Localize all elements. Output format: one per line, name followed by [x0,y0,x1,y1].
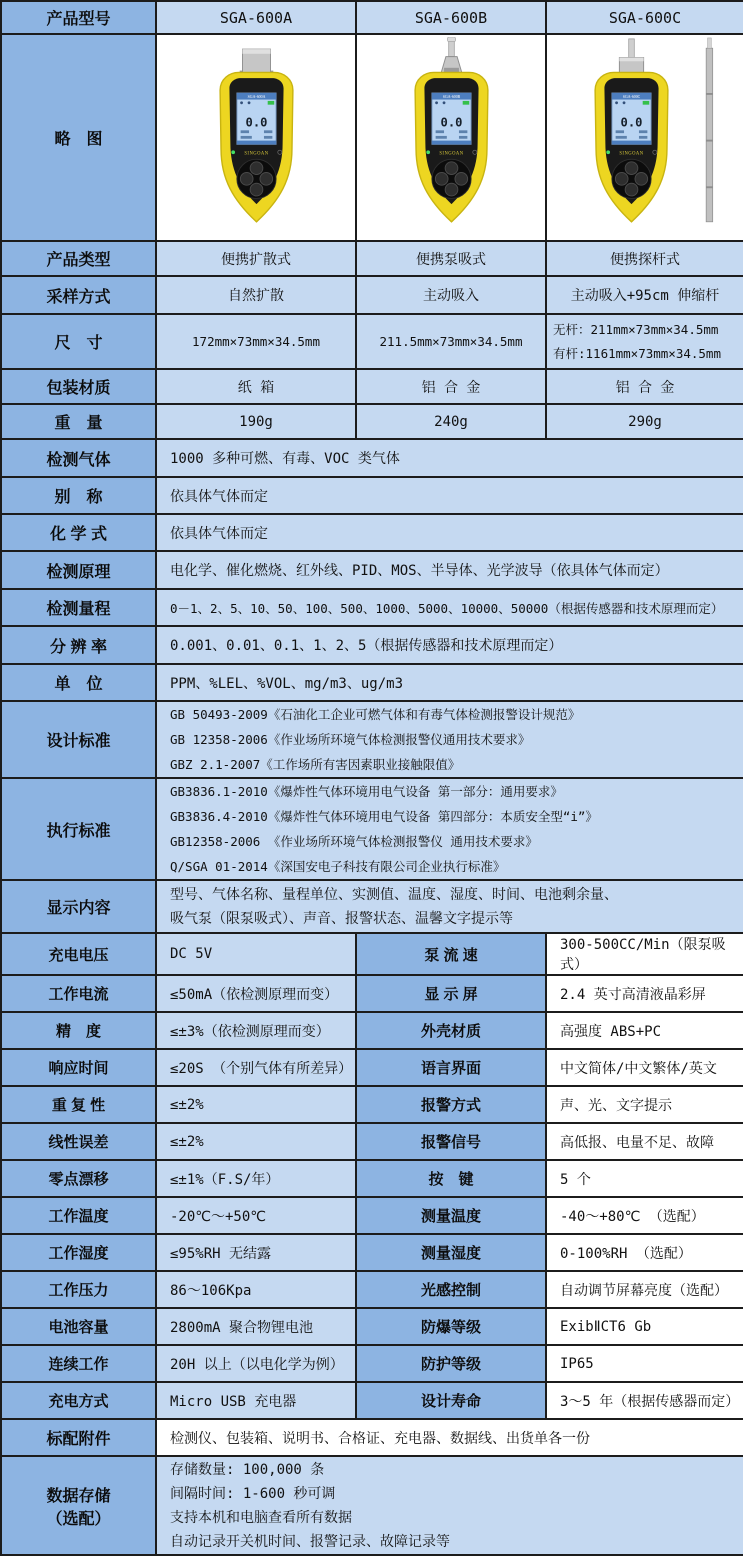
svg-text:0.0: 0.0 [620,115,642,130]
spec-value-c: 便携探杆式 [546,241,743,276]
spec-value [156,778,743,880]
row-detection-gas [1,439,743,477]
device-image-sga-600c [566,37,725,233]
svg-text:SGA-600C: SGA-600C [622,95,640,100]
spec-value: 20H 以上（以电化学为例） [156,1345,356,1382]
standard-line: GBZ 2.1-2007《工作场所有害因素职业接触限值》 [170,757,461,772]
standard-line: GB3836.4-2010《爆炸性气体环境用电气设备 第四部分：本质安全型“i”》 [170,809,598,824]
spec-label: 化 学 式 [1,514,156,551]
spec-value-a: 172mm×73mm×34.5mm [156,314,356,369]
battery-icon [642,101,649,105]
row-charging-method-design-life [1,1382,743,1419]
spec-label [1,1456,156,1555]
device-image-sga-600b [386,37,517,233]
row-design-standard [1,701,743,778]
spec-value-c: 主动吸入+95cm 伸缩杆 [546,276,743,314]
spec-value-c: 铝 合 金 [546,369,743,404]
spec-label: 充电电压 [1,933,156,975]
spec-value: 0－1、2、5、10、50、100、500、1000、5000、10000、50000（根据传感器和技术原理而定） [156,589,743,626]
row-detection-principle [1,551,743,589]
row-repeatability-alarm-mode [1,1086,743,1123]
spec-value: ≤±2% [156,1086,356,1123]
spec-label: 显示内容 [1,880,156,933]
spec-label: 尺 寸 [1,314,156,369]
spec-value [156,880,743,933]
svg-text:SGA-600A: SGA-600A [247,95,265,100]
row-dimensions [1,314,743,369]
model-sga-600c: SGA-600C [546,1,743,34]
spec-value-c [546,314,743,369]
standard-line: Q/SGA 01-2014《深国安电子科技有限公司企业执行标准》 [170,859,506,874]
spec-label: 连续工作 [1,1345,156,1382]
storage-line: 支持本机和电脑查看所有数据 [170,1509,352,1526]
spec-value-a: 便携扩散式 [156,241,356,276]
spec-label: 别 称 [1,477,156,514]
row-working-temp-measure-temp [1,1197,743,1234]
button-cluster [236,159,275,198]
spec-value: 自动调节屏幕亮度（选配） [546,1271,743,1308]
row-zero-drift-buttons [1,1160,743,1197]
spec-label: 电池容量 [1,1308,156,1345]
spec-value: 3～5 年（根据传感器而定） [546,1382,743,1419]
standard-line: GB 50493-2009《石油化工企业可燃气体和有毒气体检测报警设计规范》 [170,707,581,722]
spec-label: 工作湿度 [1,1234,156,1271]
spec-label: 采样方式 [1,276,156,314]
spec-value: 声、光、文字提示 [546,1086,743,1123]
sketch-label: 略 图 [1,34,156,241]
storage-line: 存储数量: 100,000 条 [170,1461,325,1478]
spec-label: 检测量程 [1,589,156,626]
spec-label: 光感控制 [356,1271,546,1308]
sketch-cell-b [356,34,546,241]
spec-label: 防护等级 [356,1345,546,1382]
row-executive-standard [1,778,743,880]
row-linearity-alarm-signal [1,1123,743,1160]
spec-label: 显 示 屏 [356,975,546,1012]
row-accuracy-housing [1,1012,743,1049]
row-data-storage [1,1456,743,1555]
spec-label: 测量温度 [356,1197,546,1234]
spec-label: 检测原理 [1,551,156,589]
svg-text:SINGOAN: SINGOAN [618,151,644,157]
spec-value: ≤95%RH 无结露 [156,1234,356,1271]
spec-value: ≤±3%（依检测原理而变） [156,1012,356,1049]
storage-label-line: 数据存储 [46,1487,111,1505]
spec-value: IP65 [546,1345,743,1382]
standard-line: GB12358-2006 《作业场所环境气体检测报警仪 通用技术要求》 [170,834,538,849]
row-working-pressure-light-control [1,1271,743,1308]
button-cluster [431,159,470,198]
display-content-line: 型号、气体名称、量程单位、实测值、温度、湿度、时间、电池剩余量、 [170,886,618,903]
spec-value: -40～+80℃ （选配） [546,1197,743,1234]
spec-label: 产品类型 [1,241,156,276]
spec-value: DC 5V [156,933,356,975]
row-standard-accessories [1,1419,743,1456]
spec-label: 设计标准 [1,701,156,778]
svg-text:0.0: 0.0 [440,115,462,130]
spec-value: 检测仪、包装箱、说明书、合格证、充电器、数据线、出货单各一份 [156,1419,743,1456]
sketch-cell-c [546,34,743,241]
row-product-type [1,241,743,276]
spec-value: 电化学、催化燃烧、红外线、PID、MOS、半导体、光学波导（依具体气体而定） [156,551,743,589]
sketch-cell-a [156,34,356,241]
spec-value-a: 自然扩散 [156,276,356,314]
spec-label: 充电方式 [1,1382,156,1419]
spec-value: ExibⅡCT6 Gb [546,1308,743,1345]
spec-value: 0.001、0.01、0.1、1、2、5（根据传感器和技术原理而定） [156,626,743,664]
spec-value: 1000 多种可燃、有毒、VOC 类气体 [156,439,743,477]
spec-label: 零点漂移 [1,1160,156,1197]
standard-line: GB 12358-2006《作业场所环境气体检测报警仪通用技术要求》 [170,732,531,747]
dimension-line-without-rod: 无杆：211mm×73mm×34.5mm [553,321,719,337]
spec-value: ≤±1%（F.S/年） [156,1160,356,1197]
spec-value: 5 个 [546,1160,743,1197]
dimension-line-with-rod: 有杆:1161mm×73mm×34.5mm [553,345,721,361]
spec-label: 标配附件 [1,1419,156,1456]
spec-value: ≤20S （个别气体有所差异） [156,1049,356,1086]
spec-value-b: 铝 合 金 [356,369,546,404]
row-alias [1,477,743,514]
spec-value: PPM、%LEL、%VOL、mg/m3、ug/m3 [156,664,743,701]
spec-value: 依具体气体而定 [156,514,743,551]
led-indicator [606,150,610,154]
spec-value: 中文简体/中文繁体/英文 [546,1049,743,1086]
spec-value-a: 190g [156,404,356,439]
product-model-label: 产品型号 [1,1,156,34]
spec-value-c: 290g [546,404,743,439]
spec-value: 高强度 ABS+PC [546,1012,743,1049]
spec-value: -20℃～+50℃ [156,1197,356,1234]
led-indicator [231,150,235,154]
spec-label: 工作温度 [1,1197,156,1234]
telescopic-rod [706,38,713,222]
spec-value: 2.4 英寸高清液晶彩屏 [546,975,743,1012]
spec-label: 检测气体 [1,439,156,477]
storage-line: 间隔时间: 1-600 秒可调 [170,1485,336,1502]
display-content-line: 吸气泵（限泵吸式）、声音、报警状态、温馨文字提示等 [170,910,513,927]
row-packing-material [1,369,743,404]
device-screen [611,93,650,144]
row-sketch [1,34,743,241]
spec-label: 工作压力 [1,1271,156,1308]
spec-value: 86～106Kpa [156,1271,356,1308]
spec-label: 线性误差 [1,1123,156,1160]
row-unit [1,664,743,701]
battery-icon [267,101,274,105]
model-sga-600b: SGA-600B [356,1,546,34]
spec-value-b: 主动吸入 [356,276,546,314]
spec-value: ≤±2% [156,1123,356,1160]
spec-label: 按 键 [356,1160,546,1197]
spec-value-b: 便携泵吸式 [356,241,546,276]
row-sampling-method [1,276,743,314]
spec-value [156,701,743,778]
spec-value: 300-500CC/Min（限泵吸式） [546,933,743,975]
spec-label: 重 量 [1,404,156,439]
spec-label: 防爆等级 [356,1308,546,1345]
spec-label: 精 度 [1,1012,156,1049]
svg-text:SGA-600B: SGA-600B [442,95,460,100]
device-screen [236,93,275,144]
row-chemical-formula [1,514,743,551]
svg-text:SINGOAN: SINGOAN [243,151,269,157]
battery-icon [462,101,469,105]
row-weight [1,404,743,439]
spec-value: ≤50mA（依检测原理而变） [156,975,356,1012]
spec-value [156,1456,743,1555]
row-response-time-language [1,1049,743,1086]
spec-label: 单 位 [1,664,156,701]
spec-label: 执行标准 [1,778,156,880]
row-charging-voltage-pump-flow [1,933,743,975]
row-resolution [1,626,743,664]
spec-value: Micro USB 充电器 [156,1382,356,1419]
spec-label: 泵 流 速 [356,933,546,975]
row-working-humidity-measure-humidity [1,1234,743,1271]
row-continuous-work-protection [1,1345,743,1382]
row-working-current-display [1,975,743,1012]
device-screen [431,93,470,144]
storage-label-line: （选配） [46,1510,111,1528]
device-image-sga-600a [191,37,322,233]
led-indicator [426,150,430,154]
spec-value-b: 211.5mm×73mm×34.5mm [356,314,546,369]
spec-label: 测量湿度 [356,1234,546,1271]
storage-line: 自动记录开关机时间、报警记录、故障记录等 [170,1533,450,1550]
spec-value-b: 240g [356,404,546,439]
model-sga-600a: SGA-600A [156,1,356,34]
svg-text:SINGOAN: SINGOAN [438,151,464,157]
row-display-content [1,880,743,933]
svg-text:0.0: 0.0 [245,115,267,130]
spec-value: 2800mA 聚合物锂电池 [156,1308,356,1345]
spec-label: 设计寿命 [356,1382,546,1419]
spec-label: 报警方式 [356,1086,546,1123]
spec-value: 0-100%RH （选配） [546,1234,743,1271]
spec-label: 包装材质 [1,369,156,404]
spec-value-a: 纸 箱 [156,369,356,404]
spec-value: 依具体气体而定 [156,477,743,514]
spec-label: 响应时间 [1,1049,156,1086]
standard-line: GB3836.1-2010《爆炸性气体环境用电气设备 第一部分：通用要求》 [170,784,563,799]
spec-label: 工作电流 [1,975,156,1012]
spec-label: 分 辨 率 [1,626,156,664]
row-detection-range [1,589,743,626]
row-product-model [1,1,743,34]
spec-label: 报警信号 [356,1123,546,1160]
button-cluster [611,159,650,198]
spec-value: 高低报、电量不足、故障 [546,1123,743,1160]
spec-label: 重 复 性 [1,1086,156,1123]
spec-label: 外壳材质 [356,1012,546,1049]
spec-label: 语言界面 [356,1049,546,1086]
row-battery-explosion-proof [1,1308,743,1345]
